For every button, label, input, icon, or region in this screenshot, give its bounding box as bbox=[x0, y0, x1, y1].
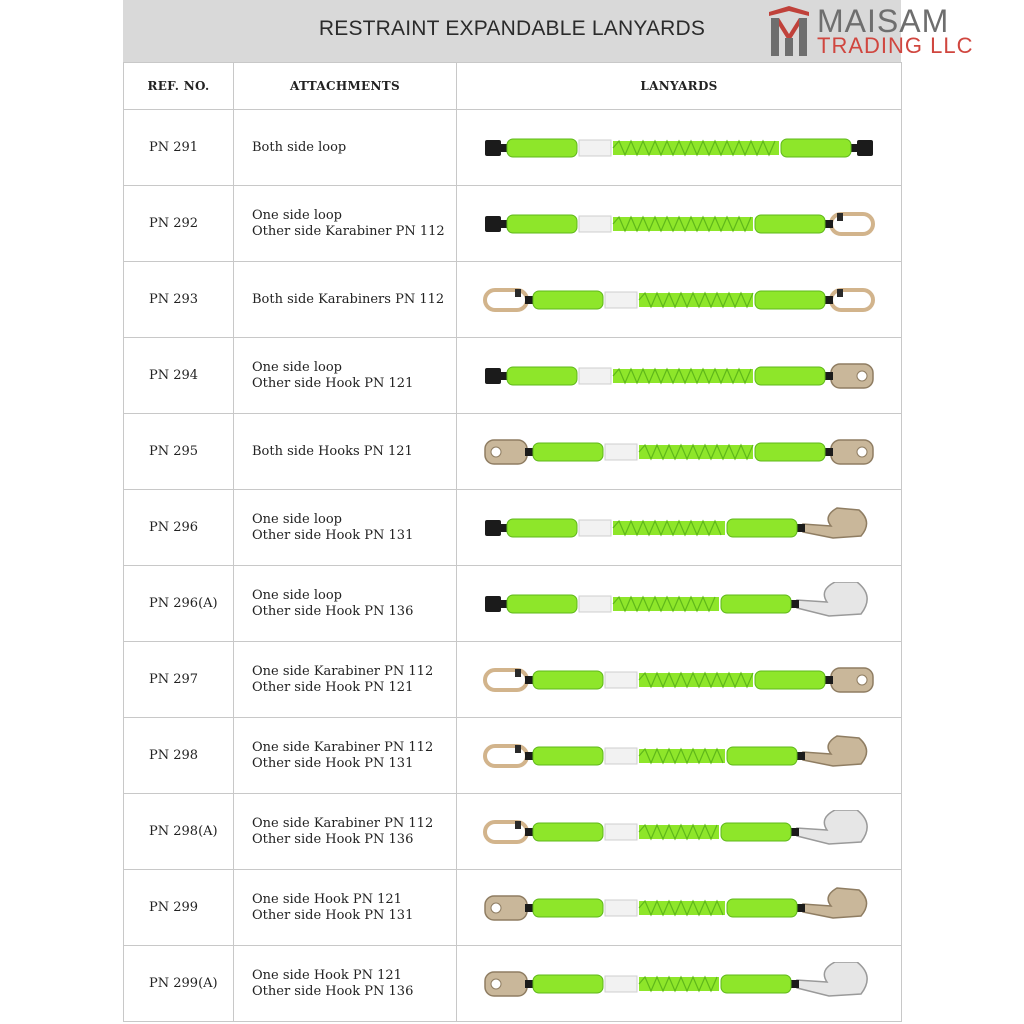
attachment-line-1: One side loop bbox=[252, 207, 342, 223]
ref-no-cell: PN 294 bbox=[124, 338, 234, 414]
lanyard-image-cell bbox=[457, 870, 902, 946]
large-hook-icon bbox=[797, 810, 867, 844]
lanyard-image-cell bbox=[457, 490, 902, 566]
attachment-line-1: Both side loop bbox=[252, 139, 347, 155]
ref-no-cell: PN 295 bbox=[124, 414, 234, 490]
ref-no-cell: PN 296 bbox=[124, 490, 234, 566]
header-attachments: ATTACHMENTS bbox=[234, 63, 457, 110]
lanyard-image-cell bbox=[457, 186, 902, 262]
brand-logo-icon bbox=[765, 4, 813, 58]
attachments-cell bbox=[234, 946, 457, 1022]
lanyards-table bbox=[123, 62, 902, 1022]
attachment-line-1: Both side Karabiners PN 112 bbox=[252, 291, 445, 307]
ref-no-cell: PN 298 bbox=[124, 718, 234, 794]
lanyard-image-cell bbox=[457, 338, 902, 414]
lanyard-illustration bbox=[479, 810, 879, 854]
header-ref-no: REF. NO. bbox=[124, 63, 234, 110]
table-header-row bbox=[124, 63, 902, 110]
snap-hook-icon bbox=[831, 364, 873, 388]
snap-hook-icon bbox=[831, 440, 873, 464]
ref-no-cell: PN 293 bbox=[124, 262, 234, 338]
attachments-cell bbox=[234, 642, 457, 718]
lanyard-illustration bbox=[479, 278, 879, 322]
table-row bbox=[124, 566, 902, 642]
lanyard-illustration bbox=[479, 506, 879, 550]
brand-logo bbox=[765, 4, 995, 58]
attachments-cell bbox=[234, 566, 457, 642]
webbing-loop-icon bbox=[485, 140, 501, 156]
lanyard-illustration bbox=[479, 354, 879, 398]
snap-hook-icon bbox=[485, 896, 527, 920]
lanyard-image-cell bbox=[457, 110, 902, 186]
header-lanyards: LANYARDS bbox=[457, 63, 902, 110]
ref-no-cell: PN 299 bbox=[124, 870, 234, 946]
attachment-line-2: Other side Hook PN 121 bbox=[252, 679, 414, 695]
table-row bbox=[124, 946, 902, 1022]
lanyard-illustration bbox=[479, 430, 879, 474]
brand-subtitle: TRADING LLC bbox=[817, 33, 974, 58]
ref-no-cell: PN 296(A) bbox=[124, 566, 234, 642]
attachment-line-1: One side Hook PN 121 bbox=[252, 967, 402, 983]
table-row bbox=[124, 414, 902, 490]
attachment-line-2: Other side Hook PN 136 bbox=[252, 831, 414, 847]
snap-hook-icon bbox=[831, 668, 873, 692]
lanyard-illustration bbox=[479, 658, 879, 702]
attachment-line-2: Other side Hook PN 136 bbox=[252, 983, 414, 999]
lanyard-illustration bbox=[479, 202, 879, 246]
karabiner-icon bbox=[831, 213, 873, 234]
attachment-line-1: One side Hook PN 121 bbox=[252, 891, 402, 907]
scaffold-hook-icon bbox=[803, 888, 867, 918]
attachment-line-2: Other side Hook PN 131 bbox=[252, 907, 414, 923]
attachment-line-2: Other side Hook PN 136 bbox=[252, 603, 414, 619]
attachment-line-2: Other side Hook PN 131 bbox=[252, 527, 414, 543]
karabiner-icon bbox=[485, 745, 527, 766]
attachment-line-1: Both side Hooks PN 121 bbox=[252, 443, 413, 459]
karabiner-icon bbox=[485, 289, 527, 310]
webbing-loop-icon bbox=[857, 140, 873, 156]
attachments-cell bbox=[234, 414, 457, 490]
table-row bbox=[124, 110, 902, 186]
attachment-line-1: One side loop bbox=[252, 587, 342, 603]
attachment-line-2: Other side Hook PN 121 bbox=[252, 375, 414, 391]
lanyard-image-cell bbox=[457, 718, 902, 794]
table-row bbox=[124, 338, 902, 414]
snap-hook-icon bbox=[485, 440, 527, 464]
attachments-cell bbox=[234, 794, 457, 870]
ref-no-cell: PN 299(A) bbox=[124, 946, 234, 1022]
webbing-loop-icon bbox=[485, 520, 501, 536]
table-row bbox=[124, 718, 902, 794]
attachment-line-1: One side Karabiner PN 112 bbox=[252, 815, 434, 831]
ref-no-cell: PN 291 bbox=[124, 110, 234, 186]
lanyard-illustration bbox=[479, 886, 879, 930]
attachments-cell bbox=[234, 110, 457, 186]
attachments-cell bbox=[234, 186, 457, 262]
karabiner-icon bbox=[485, 821, 527, 842]
attachment-line-2: Other side Karabiner PN 112 bbox=[252, 223, 445, 239]
lanyard-image-cell bbox=[457, 566, 902, 642]
brand-name: MAISAM bbox=[817, 3, 950, 39]
lanyard-illustration bbox=[479, 582, 879, 626]
lanyard-illustration bbox=[479, 962, 879, 1006]
ref-no-cell: PN 292 bbox=[124, 186, 234, 262]
lanyard-image-cell bbox=[457, 794, 902, 870]
lanyard-image-cell bbox=[457, 414, 902, 490]
webbing-loop-icon bbox=[485, 216, 501, 232]
attachment-line-2: Other side Hook PN 131 bbox=[252, 755, 414, 771]
webbing-loop-icon bbox=[485, 368, 501, 384]
large-hook-icon bbox=[797, 962, 867, 996]
table-row bbox=[124, 794, 902, 870]
ref-no-cell: PN 298(A) bbox=[124, 794, 234, 870]
attachment-line-1: One side Karabiner PN 112 bbox=[252, 739, 434, 755]
large-hook-icon bbox=[797, 582, 867, 616]
lanyard-image-cell bbox=[457, 946, 902, 1022]
snap-hook-icon bbox=[485, 972, 527, 996]
table-row bbox=[124, 186, 902, 262]
webbing-loop-icon bbox=[485, 596, 501, 612]
attachments-cell bbox=[234, 718, 457, 794]
product-sheet bbox=[123, 0, 901, 1024]
lanyard-image-cell bbox=[457, 262, 902, 338]
attachments-cell bbox=[234, 262, 457, 338]
table-row bbox=[124, 490, 902, 566]
attachments-cell bbox=[234, 338, 457, 414]
karabiner-icon bbox=[485, 669, 527, 690]
lanyard-image-cell bbox=[457, 642, 902, 718]
lanyard-illustration bbox=[479, 734, 879, 778]
attachment-line-1: One side loop bbox=[252, 359, 342, 375]
attachments-cell bbox=[234, 490, 457, 566]
attachments-cell bbox=[234, 870, 457, 946]
table-row bbox=[124, 642, 902, 718]
table-row bbox=[124, 870, 902, 946]
scaffold-hook-icon bbox=[803, 508, 867, 538]
attachment-line-1: One side Karabiner PN 112 bbox=[252, 663, 434, 679]
table-row bbox=[124, 262, 902, 338]
attachment-line-1: One side loop bbox=[252, 511, 342, 527]
karabiner-icon bbox=[831, 289, 873, 310]
ref-no-cell: PN 297 bbox=[124, 642, 234, 718]
scaffold-hook-icon bbox=[803, 736, 867, 766]
page-title: RESTRAINT EXPANDABLE LANYARDS bbox=[318, 17, 706, 40]
lanyard-illustration bbox=[479, 126, 879, 170]
